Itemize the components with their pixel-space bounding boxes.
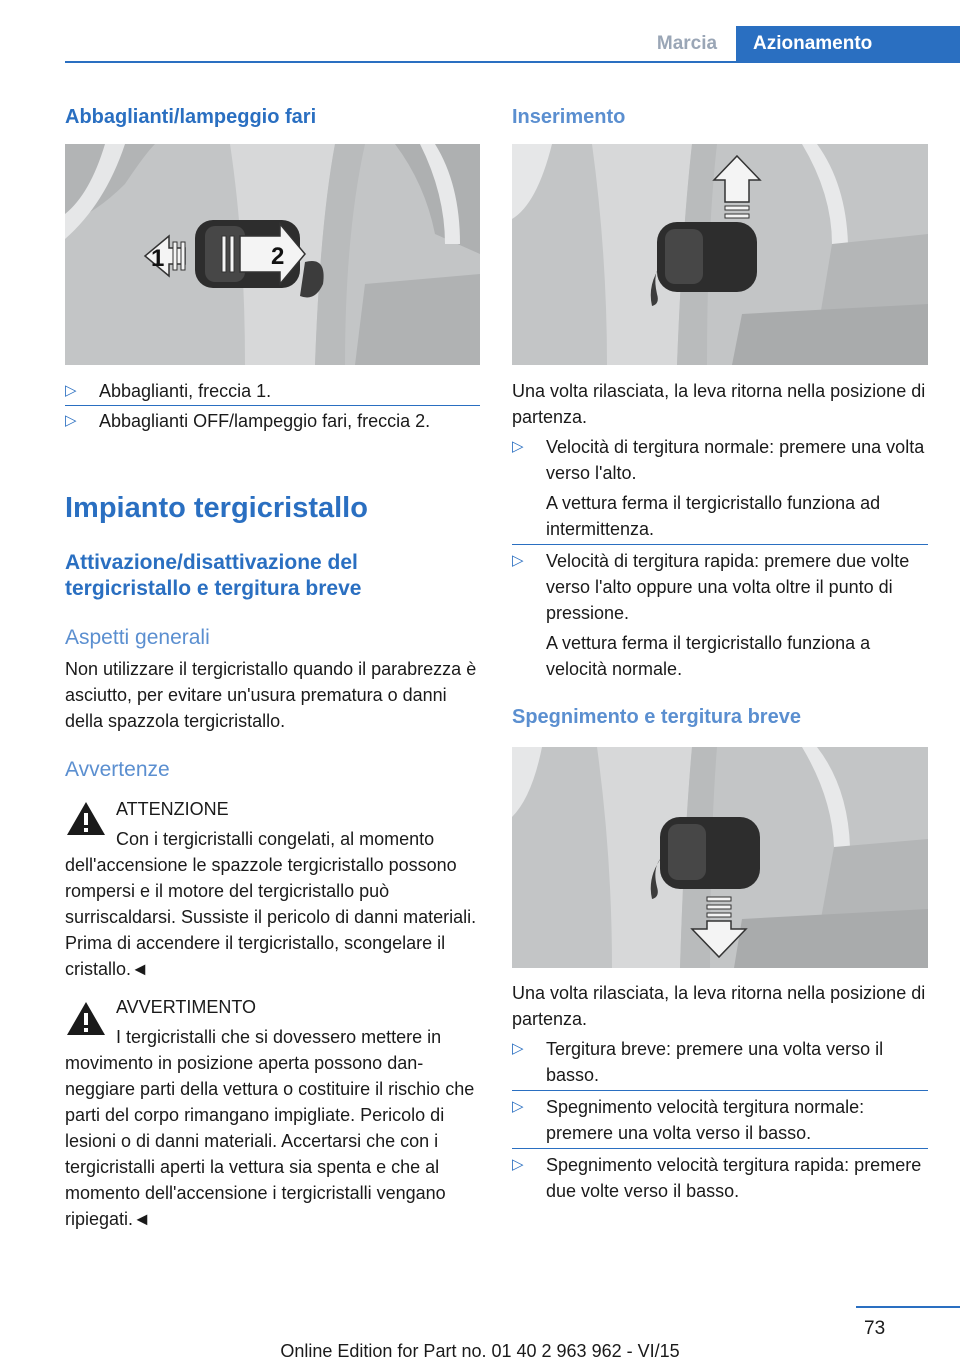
- subsection-title: Attivazione/disattivazione del tergicristallo e tergitura breve: [65, 551, 362, 600]
- list-item: ▷ Velocità di tergitura rapida: premere due volte verso l'alto oppure una volta oltre il punto di pressione.: [512, 548, 928, 626]
- triangle-bullet-icon: ▷: [512, 552, 524, 569]
- warning1-label: ATTENZIONE: [116, 799, 229, 819]
- list-item: ▷ Abbaglianti OFF/lampeggio fari, freccia 2.: [65, 408, 480, 434]
- warning1-text: dell'accensione le spazzole tergicristallo possono rompersi e il motore del tergicristallo può surriscaldarsi. Sussiste il pericolo di danni materiali. Prima di accendere il tergicristallo, scongelare il cristallo.◄: [65, 855, 477, 979]
- divider: [512, 1090, 928, 1091]
- triangle-bullet-icon: ▷: [512, 1098, 524, 1115]
- header-tab-marcia: Marcia: [656, 33, 718, 54]
- warning2-first-line: I tergicristalli che si dovessero mettere in: [116, 1027, 442, 1047]
- warning-icon: [65, 800, 107, 837]
- triangle-bullet-icon: ▷: [65, 382, 77, 399]
- header-rule: [65, 61, 960, 63]
- chapter-title: Impianto tergicristallo: [65, 492, 368, 524]
- footer-edition: Online Edition for Part no. 01 40 2 963 962 - VI/15: [280, 1341, 680, 1361]
- divider: [512, 544, 928, 545]
- footer-rule: [856, 1306, 960, 1308]
- lever-illustration-2: [512, 144, 928, 365]
- warning2-label: AVVERTIMENTO: [116, 997, 257, 1017]
- notes-title: Avvertenze: [65, 758, 170, 781]
- list-item: ▷ Tergitura breve: premere una volta verso il basso.: [512, 1036, 928, 1088]
- triangle-bullet-icon: ▷: [512, 438, 524, 455]
- triangle-bullet-icon: ▷: [65, 412, 77, 429]
- list-item: ▷ Abbaglianti, freccia 1.: [65, 378, 480, 404]
- list-item-note: A vettura ferma il tergicristallo funziona a velocità normale.: [546, 633, 871, 679]
- divider: [65, 405, 480, 406]
- section-title-abbaglianti: Abbaglianti/lampeggio fari: [65, 106, 317, 128]
- warning-icon: [65, 1000, 107, 1037]
- general-text: Non utilizzare il tergicristallo quando il parabrezza è asciutto, per evitare un'usura prematura o danni della spazzola tergicristallo.: [65, 659, 477, 731]
- figure-high-beam-lever: [65, 144, 480, 365]
- section-title-spegnimento: Spegnimento e tergitura breve: [512, 706, 801, 728]
- list-item: ▷ Spegnimento velocità tergitura rapida: premere due volte verso il basso.: [512, 1152, 928, 1204]
- warning2-text: movimento in posizione aperta possono danneggiare parti della vettura o costituire il rischio che parti del corpo rimangano impigliate. Pericolo di lesioni o di danni materiali. Accertarsi che con i tergicristalli aperti la vettura sia spenta e che al momento dell'accensione i tergicristalli vengano ripiegati.◄: [65, 1053, 475, 1229]
- list-item: ▷ Velocità di tergitura normale: premere una volta verso l'alto.: [512, 434, 928, 486]
- page-number: 73: [864, 1318, 886, 1339]
- release-text-2: Una volta rilasciata, la leva ritorna nella posizione di partenza.: [512, 983, 926, 1029]
- release-text-1: Una volta rilasciata, la leva ritorna nella posizione di partenza.: [512, 381, 926, 427]
- figure-label-2: 2: [271, 243, 285, 270]
- triangle-bullet-icon: ▷: [512, 1040, 524, 1057]
- header-tab-azionamento: Azionamento: [736, 26, 960, 63]
- general-title: Aspetti generali: [65, 626, 210, 649]
- warning1-first-line: Con i tergicristalli congelati, al momento: [116, 829, 435, 849]
- figure-wiper-down: [512, 747, 928, 968]
- figure-label-1: 1: [151, 245, 165, 272]
- lever-illustration-3: [512, 747, 928, 968]
- figure-wiper-up: [512, 144, 928, 365]
- list-item: ▷ Spegnimento velocità tergitura normale: premere una volta verso il basso.: [512, 1094, 928, 1146]
- triangle-bullet-icon: ▷: [512, 1156, 524, 1173]
- list-item-note: A vettura ferma il tergicristallo funziona ad intermittenza.: [546, 493, 881, 539]
- divider: [512, 1148, 928, 1149]
- section-title-inserimento: Inserimento: [512, 106, 626, 128]
- lever-illustration-1: [65, 144, 480, 365]
